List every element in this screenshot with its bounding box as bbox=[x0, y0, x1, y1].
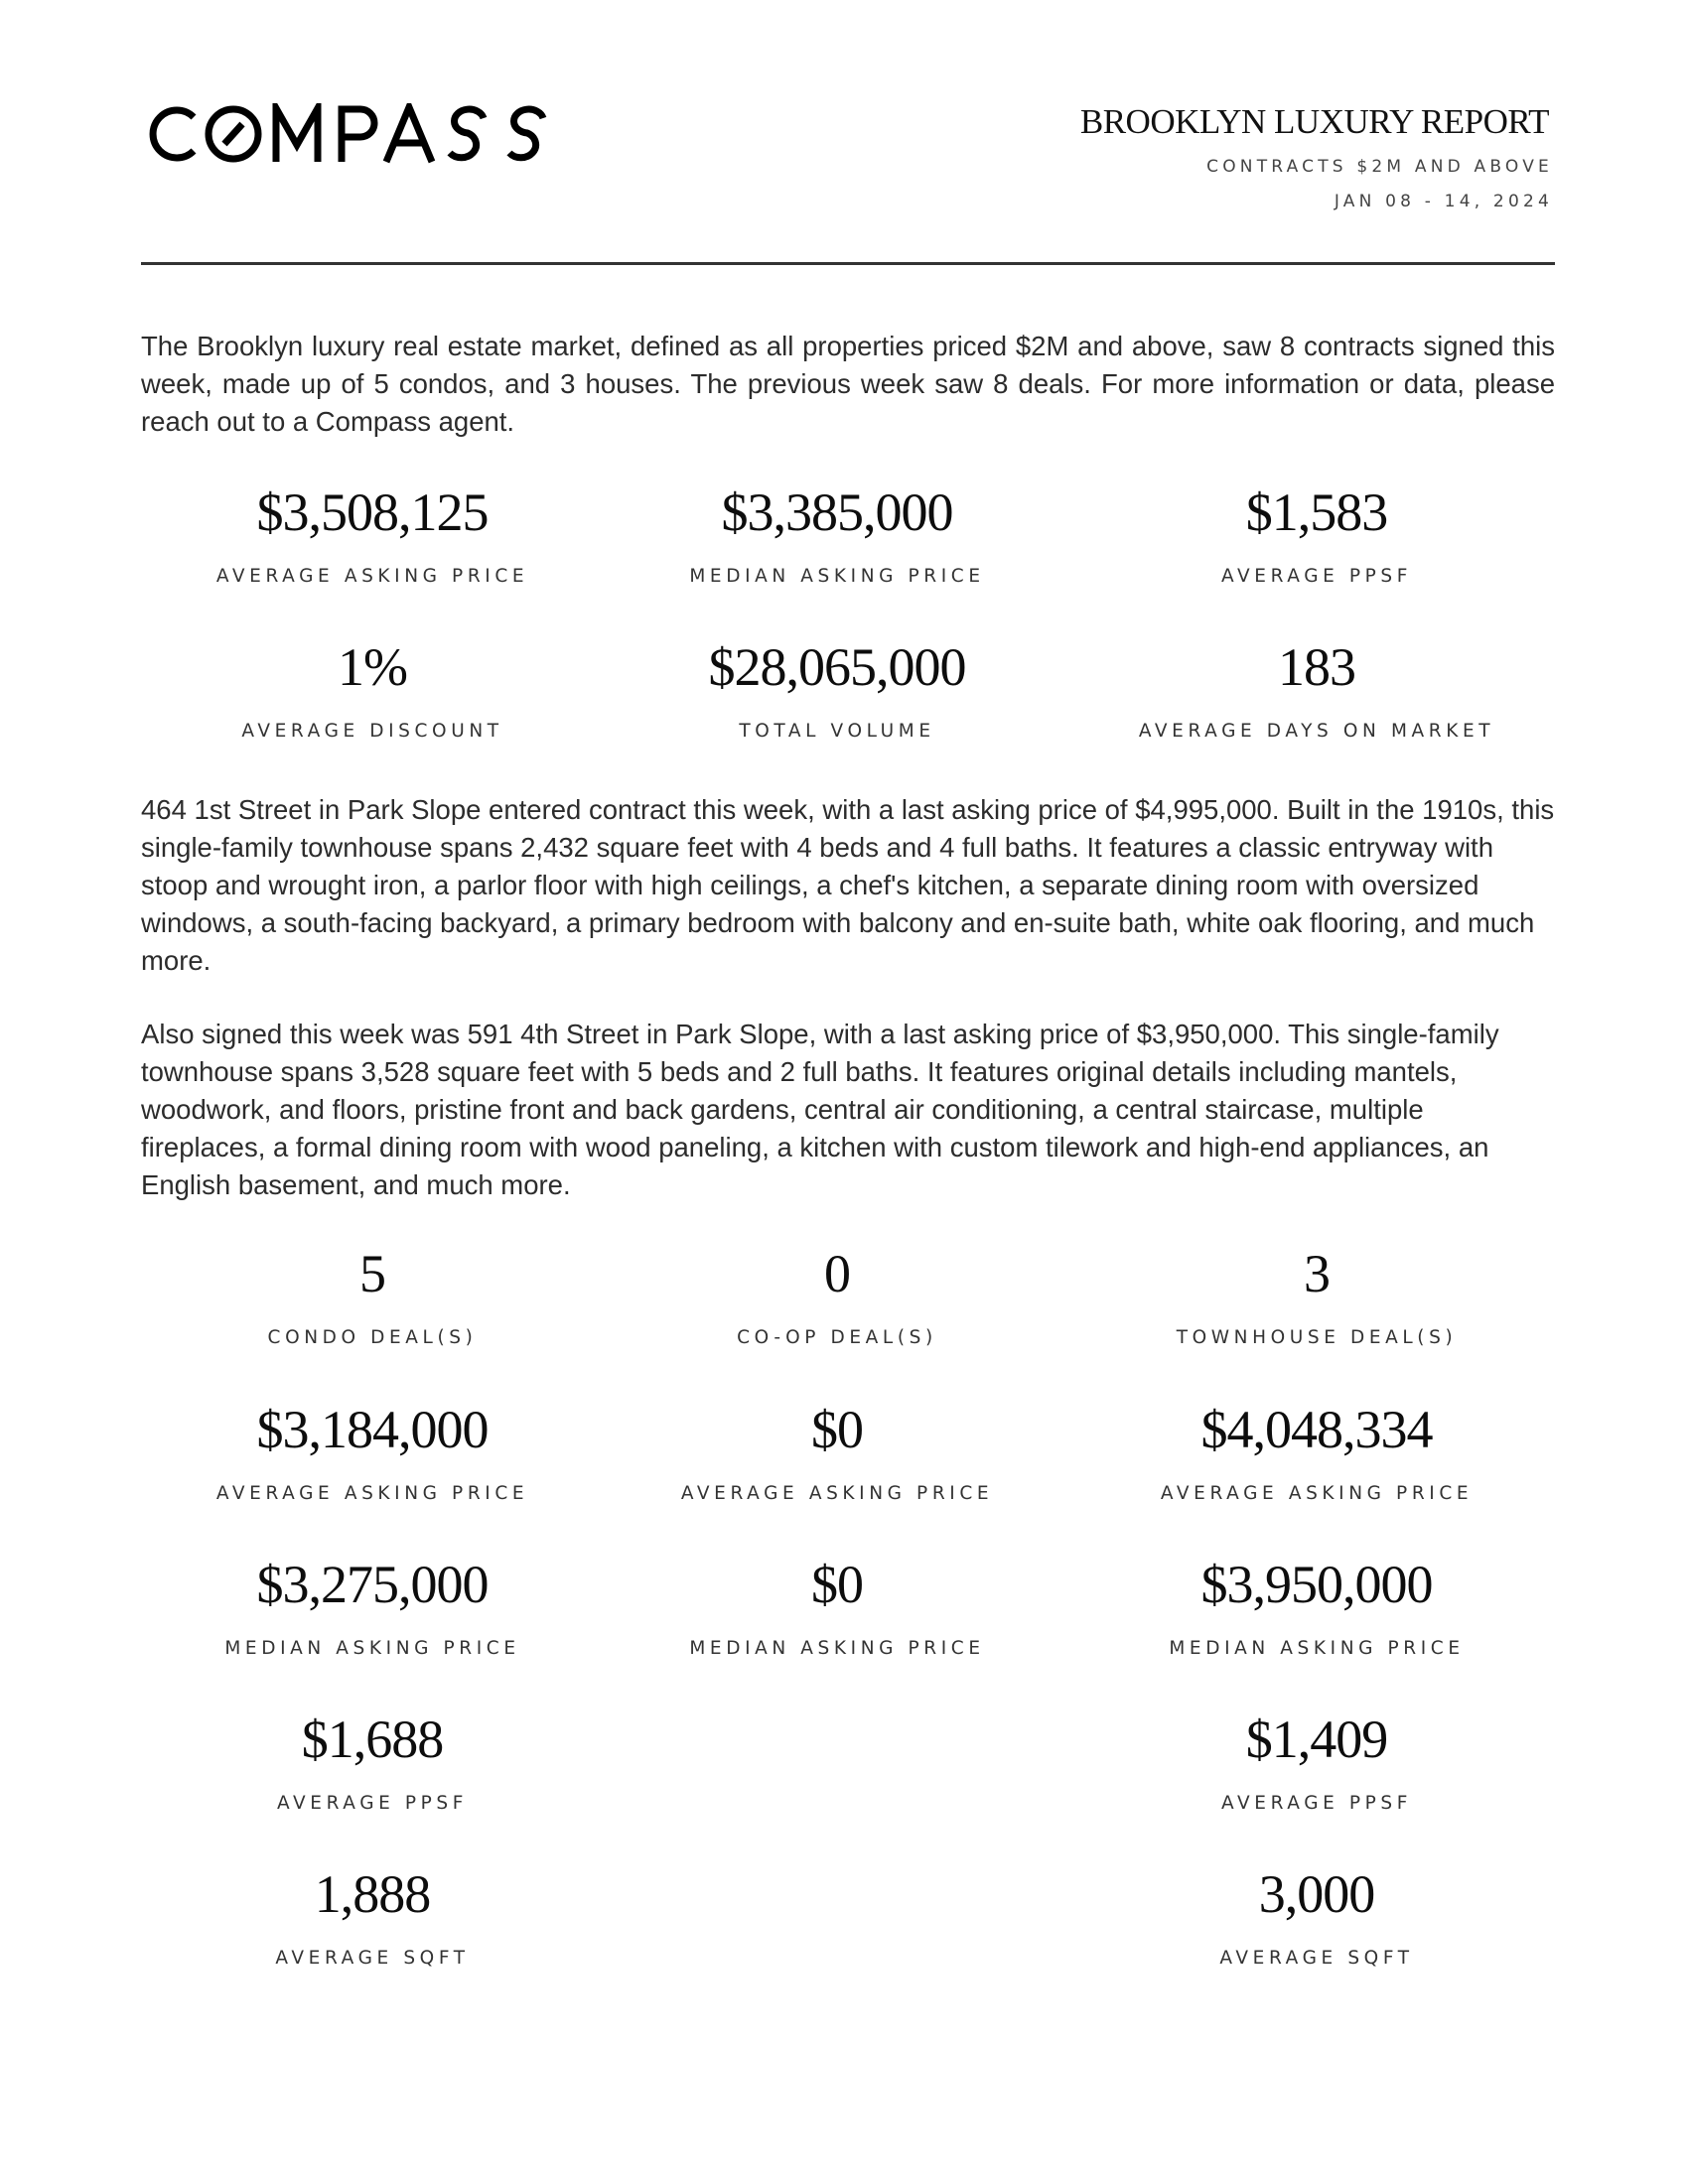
stat-value: $3,508,125 bbox=[256, 482, 489, 542]
stat-label: AVERAGE ASKING PRICE bbox=[1160, 1483, 1474, 1504]
stat-value: 0 bbox=[824, 1244, 850, 1303]
stat-label: CONDO DEAL(S) bbox=[267, 1327, 478, 1348]
stat-label: MEDIAN ASKING PRICE bbox=[1169, 1638, 1465, 1659]
stat-value: 1,888 bbox=[314, 1864, 431, 1924]
townhouse-average-asking-price bbox=[1088, 1398, 1545, 1505]
stat-total-volume bbox=[609, 635, 1065, 743]
stat-label: TOTAL VOLUME bbox=[739, 721, 935, 742]
stat-value: $1,583 bbox=[1245, 482, 1388, 542]
coop-average-asking-price bbox=[609, 1398, 1065, 1505]
coop-deals bbox=[609, 1242, 1065, 1349]
condo-average-ppsf bbox=[144, 1707, 601, 1815]
stat-label: AVERAGE PPSF bbox=[276, 1793, 469, 1814]
stat-value: $1,688 bbox=[301, 1709, 444, 1769]
stat-label: AVERAGE PPSF bbox=[1220, 1793, 1413, 1814]
coop-median-asking-price bbox=[609, 1553, 1065, 1660]
townhouse-average-sqft bbox=[1088, 1862, 1545, 1970]
report-date-range: JAN 08 - 14, 2024 bbox=[1334, 192, 1553, 211]
townhouse-deals bbox=[1088, 1242, 1545, 1349]
condo-average-asking-price bbox=[144, 1398, 601, 1505]
stat-label: MEDIAN ASKING PRICE bbox=[224, 1638, 520, 1659]
stat-average-days-on-market bbox=[1088, 635, 1545, 743]
stat-label: AVERAGE DAYS ON MARKET bbox=[1138, 721, 1495, 742]
stat-average-asking-price bbox=[144, 480, 601, 588]
stat-label: AVERAGE SQFT bbox=[1219, 1948, 1414, 1969]
stat-label: AVERAGE SQFT bbox=[275, 1948, 470, 1969]
stat-label: AVERAGE PPSF bbox=[1220, 566, 1413, 587]
stat-label: AVERAGE ASKING PRICE bbox=[215, 1483, 529, 1504]
stat-value: 3,000 bbox=[1258, 1864, 1375, 1924]
intro-paragraph: The Brooklyn luxury real estate market, defined as all properties priced $2M and above, saw 8 contracts signed this week, made up of 5 condos, and 3 houses. The previous week saw 8 deals. For more information or data, please reach out to a Compass agent. bbox=[141, 331, 1555, 437]
stat-value: $3,385,000 bbox=[721, 482, 953, 542]
stat-value: $0 bbox=[811, 1555, 863, 1614]
stat-label: MEDIAN ASKING PRICE bbox=[689, 566, 985, 587]
report-subtitle: CONTRACTS $2M AND ABOVE bbox=[1206, 157, 1553, 177]
stat-value: 3 bbox=[1304, 1244, 1330, 1303]
stat-value: 1% bbox=[338, 637, 407, 697]
feature-paragraph-464-1st-street: 464 1st Street in Park Slope entered contract this week, with a last asking price of $4,995,000. Built in the 1910s, this single-family townhouse spans 2,432 square feet with 4 beds and 4 full baths. It features a classic entryway with stoop and wrought iron, a parlor floor with high ceilings, a chef's kitchen, a separate dining room with oversized windows, a south-facing backyard, a primary bedroom with balcony and en-suite bath, white oak flooring, and much more. bbox=[141, 794, 1555, 976]
stat-median-asking-price bbox=[609, 480, 1065, 588]
stat-value: $3,275,000 bbox=[256, 1555, 489, 1614]
stat-label: MEDIAN ASKING PRICE bbox=[689, 1638, 985, 1659]
report-header bbox=[1079, 99, 1553, 213]
townhouse-median-asking-price bbox=[1088, 1553, 1545, 1660]
report-title: BROOKLYN LUXURY REPORT bbox=[1079, 102, 1549, 141]
stat-value: $3,184,000 bbox=[256, 1400, 489, 1459]
stat-value: $4,048,334 bbox=[1200, 1400, 1433, 1459]
stat-average-ppsf bbox=[1088, 480, 1545, 588]
stat-value: 5 bbox=[359, 1244, 385, 1303]
stat-label: AVERAGE DISCOUNT bbox=[241, 721, 503, 742]
stat-value: $3,950,000 bbox=[1200, 1555, 1433, 1614]
stat-average-discount bbox=[144, 635, 601, 743]
stat-value: 183 bbox=[1278, 637, 1355, 697]
stat-label: AVERAGE ASKING PRICE bbox=[680, 1483, 994, 1504]
stat-label: CO-OP DEAL(S) bbox=[737, 1327, 937, 1348]
header-divider bbox=[141, 262, 1555, 265]
condo-deals bbox=[144, 1242, 601, 1349]
condo-median-asking-price bbox=[144, 1553, 601, 1660]
stat-label: TOWNHOUSE DEAL(S) bbox=[1176, 1327, 1458, 1348]
stat-value: $28,065,000 bbox=[708, 637, 966, 697]
townhouse-average-ppsf bbox=[1088, 1707, 1545, 1815]
stat-label: AVERAGE ASKING PRICE bbox=[215, 566, 529, 587]
feature-paragraph-591-4th-street: Also signed this week was 591 4th Street in Park Slope, with a last asking price of $3,950,000. This single-family townhouse spans 3,528 square feet with 5 beds and 2 full baths. It features original details including mantels, woodwork, and floors, pristine front and back gardens, central air conditioning, a central staircase, multiple fireplaces, a formal dining room with wood paneling, a kitchen with custom tilework and high-end appliances, an English basement, and much more. bbox=[141, 1019, 1499, 1200]
stat-value: $0 bbox=[811, 1400, 863, 1459]
condo-average-sqft bbox=[144, 1862, 601, 1970]
compass-logo bbox=[146, 103, 563, 165]
stat-value: $1,409 bbox=[1245, 1709, 1388, 1769]
